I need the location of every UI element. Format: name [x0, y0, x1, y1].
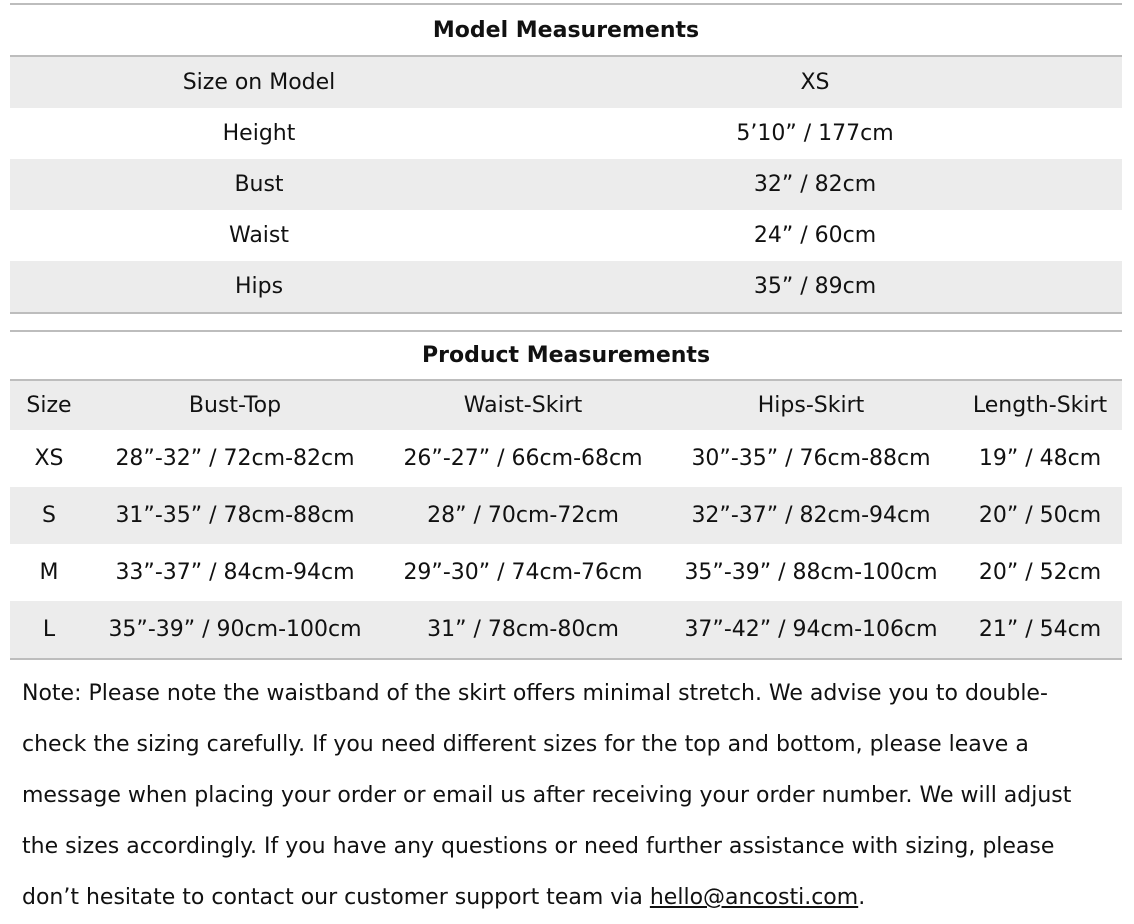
bust-top-cell: 35”-39” / 90cm-100cm [88, 601, 382, 659]
sizing-note [22, 668, 1126, 923]
size-cell: M [39, 560, 59, 585]
model-measurements-title: Model Measurements [10, 4, 1122, 56]
product-measurements-table [10, 330, 1122, 660]
note-line-end: . [858, 885, 866, 910]
bust-top-cell: 33”-37” / 84cm-94cm [115, 560, 355, 585]
model-measurements-table [10, 3, 1122, 314]
length-skirt-cell: 20” / 50cm [958, 487, 1122, 544]
model-measurements-title-row [10, 4, 1122, 56]
row-label: Height [222, 121, 296, 146]
table-row [10, 159, 1122, 210]
size-cell: L [10, 601, 88, 659]
table-row [10, 601, 1122, 659]
row-label: Waist [228, 223, 290, 248]
column-header-size: Size [10, 380, 88, 430]
row-value: 5’10” / 177cm [736, 121, 894, 146]
note-line-text: don’t hesitate to contact our customer support team via [22, 885, 650, 910]
note-line [22, 872, 1126, 923]
table-row [10, 487, 1122, 544]
note-line: the sizes accordingly. If you have any questions or need further assistance with sizing, please [22, 834, 1055, 859]
waist-skirt-cell: 31” / 78cm-80cm [382, 601, 664, 659]
hips-skirt-cell: 37”-42” / 94cm-106cm [664, 601, 958, 659]
column-header-waist-skirt: Waist-Skirt [382, 380, 664, 430]
product-measurements-title: Product Measurements [10, 331, 1122, 380]
length-skirt-cell: 19” / 48cm [978, 446, 1102, 471]
bust-top-cell: 28”-32” / 72cm-82cm [115, 446, 355, 471]
product-measurements-title-row [10, 331, 1122, 380]
table-row [10, 430, 1122, 487]
waist-skirt-cell: 29”-30” / 74cm-76cm [403, 560, 643, 585]
row-value: 35” / 89cm [508, 261, 1122, 313]
column-header-bust-top: Bust-Top [88, 380, 382, 430]
row-value: 24” / 60cm [753, 223, 877, 248]
table-row [10, 108, 1122, 159]
size-cell: XS [34, 446, 64, 471]
waist-skirt-cell: 26”-27” / 66cm-68cm [403, 446, 643, 471]
row-value: XS [508, 56, 1122, 108]
support-email-link[interactable]: hello@ancosti.com [649, 885, 859, 910]
table-row [10, 56, 1122, 108]
note-line: message when placing your order or email us after receiving your order number. We will adjust [22, 783, 1072, 808]
row-value: 32” / 82cm [508, 159, 1122, 210]
length-skirt-cell: 21” / 54cm [958, 601, 1122, 659]
table-row [10, 544, 1122, 601]
row-label: Hips [10, 261, 508, 313]
hips-skirt-cell: 30”-35” / 76cm-88cm [691, 446, 931, 471]
note-line: check the sizing carefully. If you need different sizes for the top and bottom, please leave a [22, 732, 1029, 757]
column-header-row [10, 380, 1122, 430]
hips-skirt-cell: 35”-39” / 88cm-100cm [684, 560, 938, 585]
bust-top-cell: 31”-35” / 78cm-88cm [88, 487, 382, 544]
row-label: Size on Model [10, 56, 508, 108]
column-header-length-skirt: Length-Skirt [958, 380, 1122, 430]
column-header-hips-skirt: Hips-Skirt [664, 380, 958, 430]
row-label: Bust [10, 159, 508, 210]
waist-skirt-cell: 28” / 70cm-72cm [382, 487, 664, 544]
hips-skirt-cell: 32”-37” / 82cm-94cm [664, 487, 958, 544]
table-row [10, 210, 1122, 261]
note-line: Note: Please note the waistband of the skirt offers minimal stretch. We advise you to double- [22, 681, 1048, 706]
size-cell: S [10, 487, 88, 544]
length-skirt-cell: 20” / 52cm [978, 560, 1102, 585]
table-row [10, 261, 1122, 313]
